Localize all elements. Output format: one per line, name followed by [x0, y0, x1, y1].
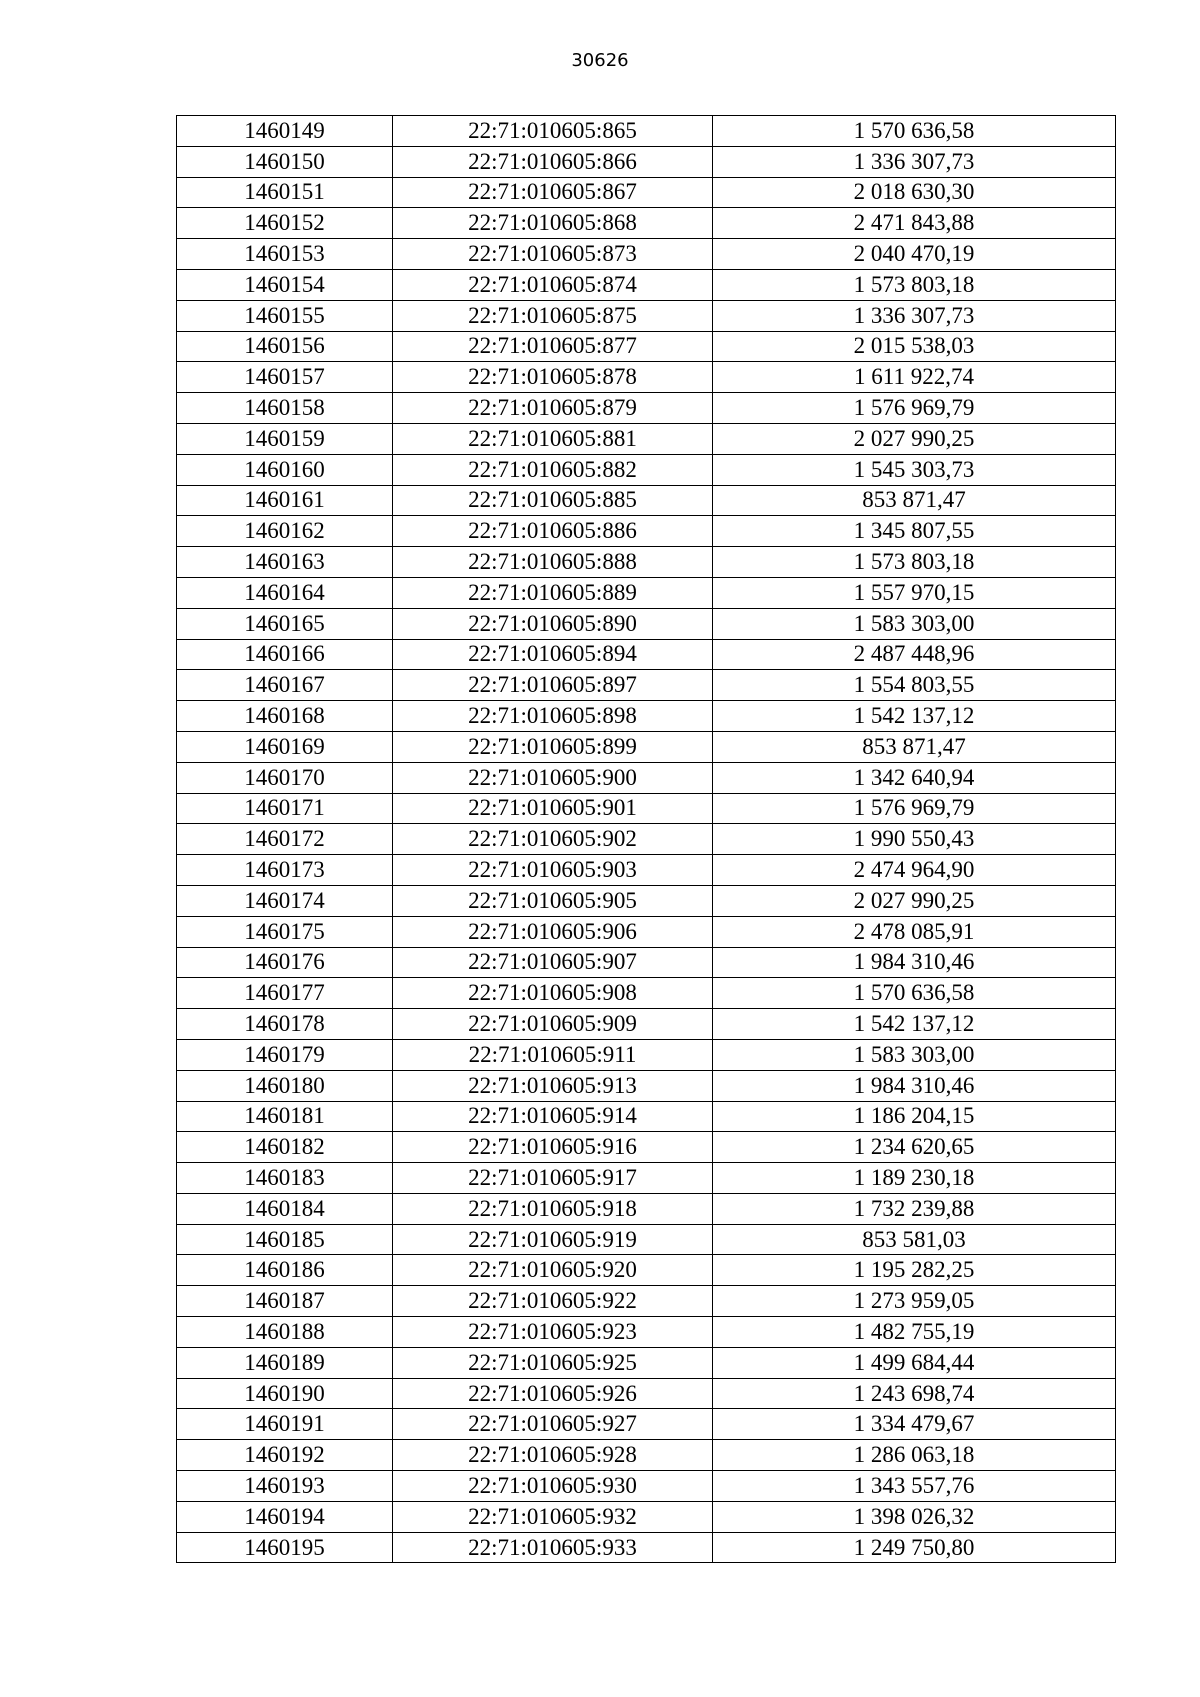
- cadastral-number-cell: 22:71:010605:868: [393, 208, 713, 239]
- cadastral-number-cell: 22:71:010605:881: [393, 423, 713, 454]
- table-row: [177, 239, 1116, 270]
- cadastral-number-cell: 22:71:010605:908: [393, 978, 713, 1009]
- cadastral-value-cell: 1 336 307,73: [713, 146, 1116, 177]
- table-row: [177, 1409, 1116, 1440]
- record-number-cell: 1460185: [177, 1224, 393, 1255]
- cadastral-value-cell: 1 542 137,12: [713, 1009, 1116, 1040]
- cadastral-value-cell: 1 984 310,46: [713, 947, 1116, 978]
- table-row: [177, 269, 1116, 300]
- table-row: [177, 1070, 1116, 1101]
- cadastral-number-cell: 22:71:010605:923: [393, 1317, 713, 1348]
- record-number-cell: 1460192: [177, 1440, 393, 1471]
- cadastral-number-cell: 22:71:010605:897: [393, 670, 713, 701]
- cadastral-value-cell: 1 286 063,18: [713, 1440, 1116, 1471]
- record-number-cell: 1460159: [177, 423, 393, 454]
- cadastral-number-cell: 22:71:010605:890: [393, 608, 713, 639]
- cadastral-number-cell: 22:71:010605:922: [393, 1286, 713, 1317]
- cadastral-number-cell: 22:71:010605:916: [393, 1132, 713, 1163]
- record-number-cell: 1460153: [177, 239, 393, 270]
- cadastral-value-cell: 853 871,47: [713, 485, 1116, 516]
- table-row: [177, 116, 1116, 147]
- cadastral-number-cell: 22:71:010605:886: [393, 516, 713, 547]
- table-row: [177, 1378, 1116, 1409]
- record-number-cell: 1460179: [177, 1039, 393, 1070]
- table-row: [177, 1532, 1116, 1563]
- cadastral-number-cell: 22:71:010605:911: [393, 1039, 713, 1070]
- table-row: [177, 762, 1116, 793]
- data-table: [176, 115, 1116, 1563]
- table-row: [177, 670, 1116, 701]
- record-number-cell: 1460190: [177, 1378, 393, 1409]
- record-number-cell: 1460180: [177, 1070, 393, 1101]
- cadastral-value-cell: 1 583 303,00: [713, 608, 1116, 639]
- cadastral-number-cell: 22:71:010605:899: [393, 731, 713, 762]
- cadastral-value-cell: 1 570 636,58: [713, 978, 1116, 1009]
- record-number-cell: 1460156: [177, 331, 393, 362]
- cadastral-value-cell: 2 015 538,03: [713, 331, 1116, 362]
- record-number-cell: 1460173: [177, 855, 393, 886]
- cadastral-number-cell: 22:71:010605:879: [393, 393, 713, 424]
- cadastral-value-cell: 1 576 969,79: [713, 793, 1116, 824]
- cadastral-number-cell: 22:71:010605:875: [393, 300, 713, 331]
- cadastral-value-cell: 1 273 959,05: [713, 1286, 1116, 1317]
- record-number-cell: 1460161: [177, 485, 393, 516]
- cadastral-number-cell: 22:71:010605:920: [393, 1255, 713, 1286]
- table-row: [177, 701, 1116, 732]
- cadastral-value-cell: 1 573 803,18: [713, 269, 1116, 300]
- cadastral-number-cell: 22:71:010605:914: [393, 1101, 713, 1132]
- cadastral-value-cell: 1 732 239,88: [713, 1193, 1116, 1224]
- table-row: [177, 1317, 1116, 1348]
- record-number-cell: 1460154: [177, 269, 393, 300]
- cadastral-number-cell: 22:71:010605:878: [393, 362, 713, 393]
- table-row: [177, 731, 1116, 762]
- cadastral-value-cell: 1 576 969,79: [713, 393, 1116, 424]
- cadastral-number-cell: 22:71:010605:874: [393, 269, 713, 300]
- cadastral-value-cell: 1 189 230,18: [713, 1163, 1116, 1194]
- cadastral-number-cell: 22:71:010605:925: [393, 1347, 713, 1378]
- cadastral-number-cell: 22:71:010605:900: [393, 762, 713, 793]
- cadastral-number-cell: 22:71:010605:926: [393, 1378, 713, 1409]
- record-number-cell: 1460176: [177, 947, 393, 978]
- record-number-cell: 1460172: [177, 824, 393, 855]
- table-row: [177, 978, 1116, 1009]
- cadastral-number-cell: 22:71:010605:902: [393, 824, 713, 855]
- record-number-cell: 1460177: [177, 978, 393, 1009]
- record-number-cell: 1460191: [177, 1409, 393, 1440]
- cadastral-number-cell: 22:71:010605:885: [393, 485, 713, 516]
- cadastral-number-cell: 22:71:010605:928: [393, 1440, 713, 1471]
- table-row: [177, 1163, 1116, 1194]
- cadastral-value-cell: 1 398 026,32: [713, 1501, 1116, 1532]
- cadastral-value-cell: 1 611 922,74: [713, 362, 1116, 393]
- cadastral-number-cell: 22:71:010605:877: [393, 331, 713, 362]
- cadastral-value-cell: 1 499 684,44: [713, 1347, 1116, 1378]
- cadastral-number-cell: 22:71:010605:927: [393, 1409, 713, 1440]
- cadastral-value-cell: 2 478 085,91: [713, 916, 1116, 947]
- cadastral-value-cell: 1 345 807,55: [713, 516, 1116, 547]
- table-row: [177, 1193, 1116, 1224]
- record-number-cell: 1460162: [177, 516, 393, 547]
- cadastral-value-cell: 2 471 843,88: [713, 208, 1116, 239]
- cadastral-value-cell: 1 554 803,55: [713, 670, 1116, 701]
- cadastral-number-cell: 22:71:010605:873: [393, 239, 713, 270]
- table-row: [177, 1286, 1116, 1317]
- table-row: [177, 423, 1116, 454]
- cadastral-number-cell: 22:71:010605:865: [393, 116, 713, 147]
- table-row: [177, 208, 1116, 239]
- cadastral-number-cell: 22:71:010605:918: [393, 1193, 713, 1224]
- record-number-cell: 1460189: [177, 1347, 393, 1378]
- cadastral-value-cell: 1 334 479,67: [713, 1409, 1116, 1440]
- table-row: [177, 885, 1116, 916]
- cadastral-value-cell: 1 243 698,74: [713, 1378, 1116, 1409]
- cadastral-value-cell: 1 195 282,25: [713, 1255, 1116, 1286]
- record-number-cell: 1460160: [177, 454, 393, 485]
- record-number-cell: 1460174: [177, 885, 393, 916]
- cadastral-value-cell: 2 487 448,96: [713, 639, 1116, 670]
- table-row: [177, 855, 1116, 886]
- table-row: [177, 1101, 1116, 1132]
- table-row: [177, 393, 1116, 424]
- record-number-cell: 1460168: [177, 701, 393, 732]
- cadastral-number-cell: 22:71:010605:866: [393, 146, 713, 177]
- table-row: [177, 1255, 1116, 1286]
- table-row: [177, 300, 1116, 331]
- cadastral-number-cell: 22:71:010605:903: [393, 855, 713, 886]
- record-number-cell: 1460188: [177, 1317, 393, 1348]
- table-row: [177, 1224, 1116, 1255]
- table-row: [177, 1347, 1116, 1378]
- cadastral-value-cell: 1 990 550,43: [713, 824, 1116, 855]
- record-number-cell: 1460175: [177, 916, 393, 947]
- cadastral-value-cell: 1 573 803,18: [713, 547, 1116, 578]
- table-row: [177, 331, 1116, 362]
- table-row: [177, 1132, 1116, 1163]
- table-row: [177, 639, 1116, 670]
- record-number-cell: 1460184: [177, 1193, 393, 1224]
- record-number-cell: 1460169: [177, 731, 393, 762]
- cadastral-number-cell: 22:71:010605:901: [393, 793, 713, 824]
- cadastral-value-cell: 1 186 204,15: [713, 1101, 1116, 1132]
- cadastral-value-cell: 1 482 755,19: [713, 1317, 1116, 1348]
- record-number-cell: 1460181: [177, 1101, 393, 1132]
- record-number-cell: 1460150: [177, 146, 393, 177]
- cadastral-value-cell: 1 570 636,58: [713, 116, 1116, 147]
- cadastral-value-cell: 1 557 970,15: [713, 577, 1116, 608]
- table-row: [177, 1471, 1116, 1502]
- cadastral-number-cell: 22:71:010605:898: [393, 701, 713, 732]
- cadastral-value-cell: 2 027 990,25: [713, 885, 1116, 916]
- cadastral-value-cell: 1 249 750,80: [713, 1532, 1116, 1563]
- cadastral-number-cell: 22:71:010605:917: [393, 1163, 713, 1194]
- cadastral-number-cell: 22:71:010605:888: [393, 547, 713, 578]
- table-row: [177, 1501, 1116, 1532]
- table-row: [177, 516, 1116, 547]
- cadastral-number-cell: 22:71:010605:907: [393, 947, 713, 978]
- table-row: [177, 177, 1116, 208]
- cadastral-value-cell: 2 018 630,30: [713, 177, 1116, 208]
- record-number-cell: 1460163: [177, 547, 393, 578]
- table-row: [177, 146, 1116, 177]
- record-number-cell: 1460171: [177, 793, 393, 824]
- cadastral-number-cell: 22:71:010605:867: [393, 177, 713, 208]
- cadastral-value-cell: 853 581,03: [713, 1224, 1116, 1255]
- cadastral-number-cell: 22:71:010605:906: [393, 916, 713, 947]
- table-row: [177, 608, 1116, 639]
- cadastral-number-cell: 22:71:010605:889: [393, 577, 713, 608]
- record-number-cell: 1460165: [177, 608, 393, 639]
- cadastral-value-cell: 2 027 990,25: [713, 423, 1116, 454]
- table-row: [177, 577, 1116, 608]
- cadastral-value-cell: 1 342 640,94: [713, 762, 1116, 793]
- record-number-cell: 1460193: [177, 1471, 393, 1502]
- cadastral-number-cell: 22:71:010605:933: [393, 1532, 713, 1563]
- table-row: [177, 916, 1116, 947]
- cadastral-value-cell: 1 336 307,73: [713, 300, 1116, 331]
- cadastral-value-cell: 2 474 964,90: [713, 855, 1116, 886]
- record-number-cell: 1460164: [177, 577, 393, 608]
- cadastral-value-cell: 2 040 470,19: [713, 239, 1116, 270]
- record-number-cell: 1460167: [177, 670, 393, 701]
- cadastral-value-cell: 1 343 557,76: [713, 1471, 1116, 1502]
- cadastral-number-cell: 22:71:010605:930: [393, 1471, 713, 1502]
- record-number-cell: 1460155: [177, 300, 393, 331]
- cadastral-number-cell: 22:71:010605:894: [393, 639, 713, 670]
- record-number-cell: 1460182: [177, 1132, 393, 1163]
- record-number-cell: 1460186: [177, 1255, 393, 1286]
- table-row: [177, 1009, 1116, 1040]
- page-number: 30626: [571, 50, 629, 71]
- record-number-cell: 1460195: [177, 1532, 393, 1563]
- table-row: [177, 454, 1116, 485]
- table-row: [177, 793, 1116, 824]
- cadastral-number-cell: 22:71:010605:882: [393, 454, 713, 485]
- record-number-cell: 1460158: [177, 393, 393, 424]
- cadastral-value-cell: 853 871,47: [713, 731, 1116, 762]
- cadastral-value-cell: 1 545 303,73: [713, 454, 1116, 485]
- table-row: [177, 947, 1116, 978]
- cadastral-number-cell: 22:71:010605:919: [393, 1224, 713, 1255]
- record-number-cell: 1460149: [177, 116, 393, 147]
- table-row: [177, 1440, 1116, 1471]
- cadastral-value-cell: 1 542 137,12: [713, 701, 1116, 732]
- record-number-cell: 1460151: [177, 177, 393, 208]
- cadastral-number-cell: 22:71:010605:905: [393, 885, 713, 916]
- record-number-cell: 1460178: [177, 1009, 393, 1040]
- cadastral-number-cell: 22:71:010605:913: [393, 1070, 713, 1101]
- table-body: [177, 116, 1116, 1563]
- record-number-cell: 1460194: [177, 1501, 393, 1532]
- table-row: [177, 362, 1116, 393]
- cadastral-number-cell: 22:71:010605:932: [393, 1501, 713, 1532]
- cadastral-number-cell: 22:71:010605:909: [393, 1009, 713, 1040]
- record-number-cell: 1460170: [177, 762, 393, 793]
- table-row: [177, 547, 1116, 578]
- cadastral-value-cell: 1 234 620,65: [713, 1132, 1116, 1163]
- record-number-cell: 1460166: [177, 639, 393, 670]
- cadastral-value-cell: 1 984 310,46: [713, 1070, 1116, 1101]
- table-row: [177, 1039, 1116, 1070]
- cadastral-value-cell: 1 583 303,00: [713, 1039, 1116, 1070]
- record-number-cell: 1460187: [177, 1286, 393, 1317]
- record-number-cell: 1460183: [177, 1163, 393, 1194]
- table-row: [177, 485, 1116, 516]
- record-number-cell: 1460152: [177, 208, 393, 239]
- table-row: [177, 824, 1116, 855]
- record-number-cell: 1460157: [177, 362, 393, 393]
